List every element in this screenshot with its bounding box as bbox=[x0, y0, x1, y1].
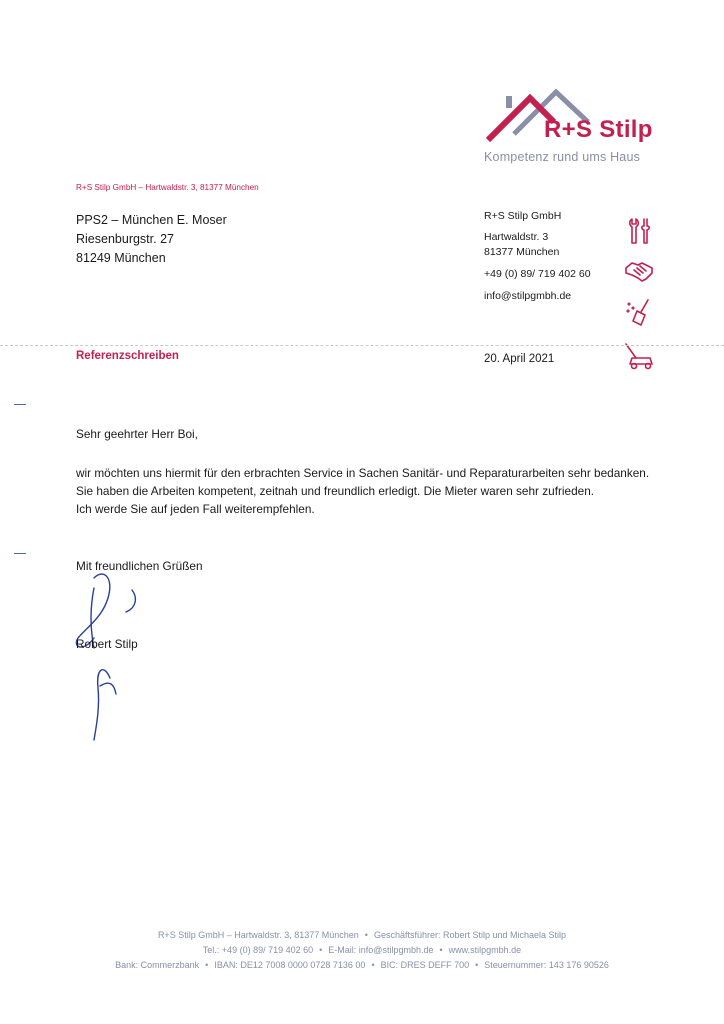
body-paragraph-2: Ich werde Sie auf jeden Fall weiterempfehlen. bbox=[76, 502, 315, 516]
footer-iban: IBAN: DE12 7008 0000 0728 7136 00 bbox=[214, 960, 366, 970]
fold-line bbox=[0, 345, 724, 347]
company-street: Hartwaldstr. 3 bbox=[484, 231, 549, 243]
company-logo bbox=[484, 88, 674, 168]
footer-line-3: Bank: Commerzbank • IBAN: DE12 7008 0000 0728 7136 00 • BIC: DRES DEFF 700 • Steuernummer: 143 176 90526 bbox=[115, 960, 609, 970]
body-paragraph-1: wir möchten uns hiermit für den erbrachten Service in Sachen Sanitär- und Reparaturarbeiten sehr bedanken. Sie haben die Arbeiten kompetent, zeitnah und freundlich erledigt. Die Mieter waren sehr zufrieden. bbox=[76, 466, 650, 498]
salutation: Sehr geehrter Herr Boi, bbox=[76, 427, 198, 441]
footer-ceo: Geschäftsführer: Robert Stilp und Michaela Stilp bbox=[373, 930, 567, 940]
letter-footer bbox=[0, 928, 724, 973]
recipient-address bbox=[76, 211, 227, 268]
company-phone: +49 (0) 89/ 719 402 60 bbox=[484, 268, 591, 280]
recipient-line-2: Riesenburgstr. 27 bbox=[76, 232, 174, 246]
letter-subject: Referenzschreiben bbox=[76, 350, 179, 362]
signer-name: Robert Stilp bbox=[76, 637, 138, 651]
handshake-icon bbox=[624, 256, 654, 286]
footer-tax: Steuernummer: 143 176 90526 bbox=[484, 960, 609, 970]
footer-line-2: Tel.: +49 (0) 89/ 719 402 60 • E-Mail: info@stilpgmbh.de • www.stilpgmbh.de bbox=[202, 945, 522, 955]
footer-bic: BIC: DRES DEFF 700 bbox=[380, 960, 470, 970]
cleaning-icon bbox=[624, 298, 654, 328]
recipient-line-1: PPS2 – München E. Moser bbox=[76, 213, 227, 227]
fold-mark-top bbox=[14, 404, 26, 405]
footer-email: E-Mail: info@stilpgmbh.de bbox=[328, 945, 434, 955]
footer-company: R+S Stilp GmbH – Hartwaldstr. 3, 81377 München bbox=[157, 930, 359, 940]
company-city: 81377 München bbox=[484, 246, 560, 258]
logo-tagline: Kompetenz rund ums Haus bbox=[484, 150, 641, 164]
footer-phone: Tel.: +49 (0) 89/ 719 402 60 bbox=[202, 945, 314, 955]
closing: Mit freundlichen Grüßen bbox=[76, 559, 203, 573]
company-name: R+S Stilp GmbH bbox=[484, 210, 562, 222]
wrench-icon bbox=[624, 216, 654, 246]
footer-line-1: R+S Stilp GmbH – Hartwaldstr. 3, 81377 München • Geschäftsführer: Robert Stilp und Michaela Stilp bbox=[157, 930, 567, 940]
sender-return-address: R+S Stilp GmbH – Hartwaldstr. 3, 81377 München bbox=[76, 183, 259, 192]
letter-date: 20. April 2021 bbox=[484, 353, 555, 365]
handwritten-signature bbox=[64, 568, 164, 748]
company-info bbox=[484, 209, 591, 304]
company-email: info@stilpgmbh.de bbox=[484, 290, 572, 302]
recipient-line-3: 81249 München bbox=[76, 251, 166, 265]
fold-mark-bottom bbox=[14, 553, 26, 554]
footer-bank: Bank: Commerzbank bbox=[115, 960, 200, 970]
logo-name: R+S Stilp bbox=[544, 116, 653, 143]
footer-web: www.stilpgmbh.de bbox=[448, 945, 522, 955]
letter-body bbox=[76, 464, 656, 518]
